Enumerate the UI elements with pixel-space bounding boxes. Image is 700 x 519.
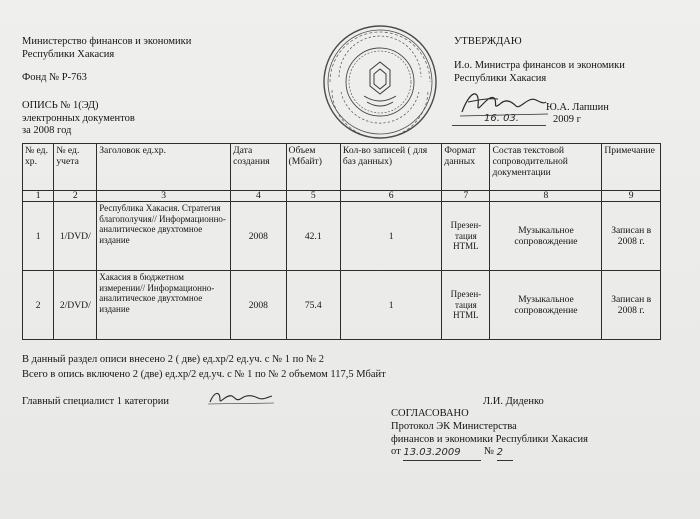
cell-volume: 75.4 [286,271,340,340]
cell-unit-no: 2 [23,271,54,340]
column-number: 2 [54,191,97,202]
header-volume: Объем (Мбайт) [286,144,340,191]
cell-note: Записан в 2008 г. [602,202,661,271]
header-date: Дата создания [231,144,286,191]
cell-title: Хакасия в бюджетном измерении// Информационно-аналитическое двухтомное издание [97,271,231,340]
approver-position [454,60,625,85]
cell-format: Презен-тация HTML [442,202,490,271]
protocol-date-blank [403,447,481,461]
fond-number: Фонд № Р-763 [22,72,87,83]
ministry-line-2: Республики Хакасия [22,48,115,60]
column-number: 5 [286,191,340,202]
specialist-signature [206,386,276,408]
agreed-heading: СОГЛАСОВАНО [391,408,469,419]
ministry-line-1: Министерство финансов и экономики [22,36,192,47]
cell-date: 2008 [231,271,286,340]
cell-title: Республика Хакасия. Стратегия благополучия// Информационно-аналитическое двухтомное издание [97,202,231,271]
column-number: 7 [442,191,490,202]
header-account-no: № ед. учета [54,144,97,191]
header-records: Кол-во записей ( для баз данных) [340,144,441,191]
approver-position-line-2: Республики Хакасия [454,72,547,84]
table-header-row [23,144,661,191]
table-row [23,271,661,340]
protocol-no-label: № [483,446,494,457]
approver-name: Ю.А. Лапшин [546,102,609,113]
protocol-date-handwritten: 13.03.2009 [403,447,461,458]
column-number: 4 [231,191,286,202]
cell-records: 1 [340,202,441,271]
cell-records: 1 [340,271,441,340]
cell-docs: Музыкальное сопровождение [490,202,602,271]
opis-subtitle-2: за 2008 год [22,125,72,136]
column-number: 9 [602,191,661,202]
column-number: 6 [340,191,441,202]
protocol-number-blank [497,447,513,461]
approver-position-line-1: И.о. Министра финансов и экономики [454,60,625,71]
summary-section-count: В данный раздел описи внесено 2 ( две) ед.хр/2 ед.уч. с № 1 по № 2 [22,354,324,365]
approval-heading: УТВЕРЖДАЮ [454,36,522,47]
cell-unit-no: 1 [23,202,54,271]
cell-docs: Музыкальное сопровождение [490,271,602,340]
protocol-date-line [391,446,513,460]
approval-date-line [452,125,546,126]
column-number: 3 [97,191,231,202]
summary-total-count: Всего в опись включено 2 (две) ед.хр/2 ед.уч. с № 1 по № 2 объемом 117,5 Мбайт [22,369,386,380]
cell-account-no: 1/DVD/ [54,202,97,271]
protocol-block [391,421,588,446]
approval-year: 2009 г [553,114,581,125]
header-unit-no: № ед. хр. [23,144,54,191]
specialist-name: Л.И. Диденко [483,396,544,407]
inventory-table [22,143,661,340]
cell-note: Записан в 2008 г. [602,271,661,340]
header-docs: Состав текстовой сопроводительной документации [490,144,602,191]
protocol-line-1: Протокол ЭК Министерства [391,421,517,432]
specialist-position: Главный специалист 1 категории [22,396,169,407]
header-title: Заголовок ед.хр. [97,144,231,191]
header-note: Примечание [602,144,661,191]
header-format: Формат данных [442,144,490,191]
cell-format: Презен-тация HTML [442,271,490,340]
column-number-row [23,191,661,202]
official-seal-stamp [320,22,440,142]
approval-date-handwritten: 16. 03. [484,113,519,124]
table-row [23,202,661,271]
cell-account-no: 2/DVD/ [54,271,97,340]
ministry-name [22,36,191,61]
protocol-line-2: финансов и экономики Республики Хакасия [391,433,588,445]
protocol-number-handwritten: 2 [496,447,503,458]
column-number: 8 [490,191,602,202]
opis-title-block [22,100,135,138]
cell-date: 2008 [231,202,286,271]
opis-subtitle-1: электронных документов [22,112,135,124]
opis-title: ОПИСЬ № 1(ЭД) [22,100,99,111]
cell-volume: 42.1 [286,202,340,271]
protocol-from-label: от [391,446,401,457]
column-number: 1 [23,191,54,202]
